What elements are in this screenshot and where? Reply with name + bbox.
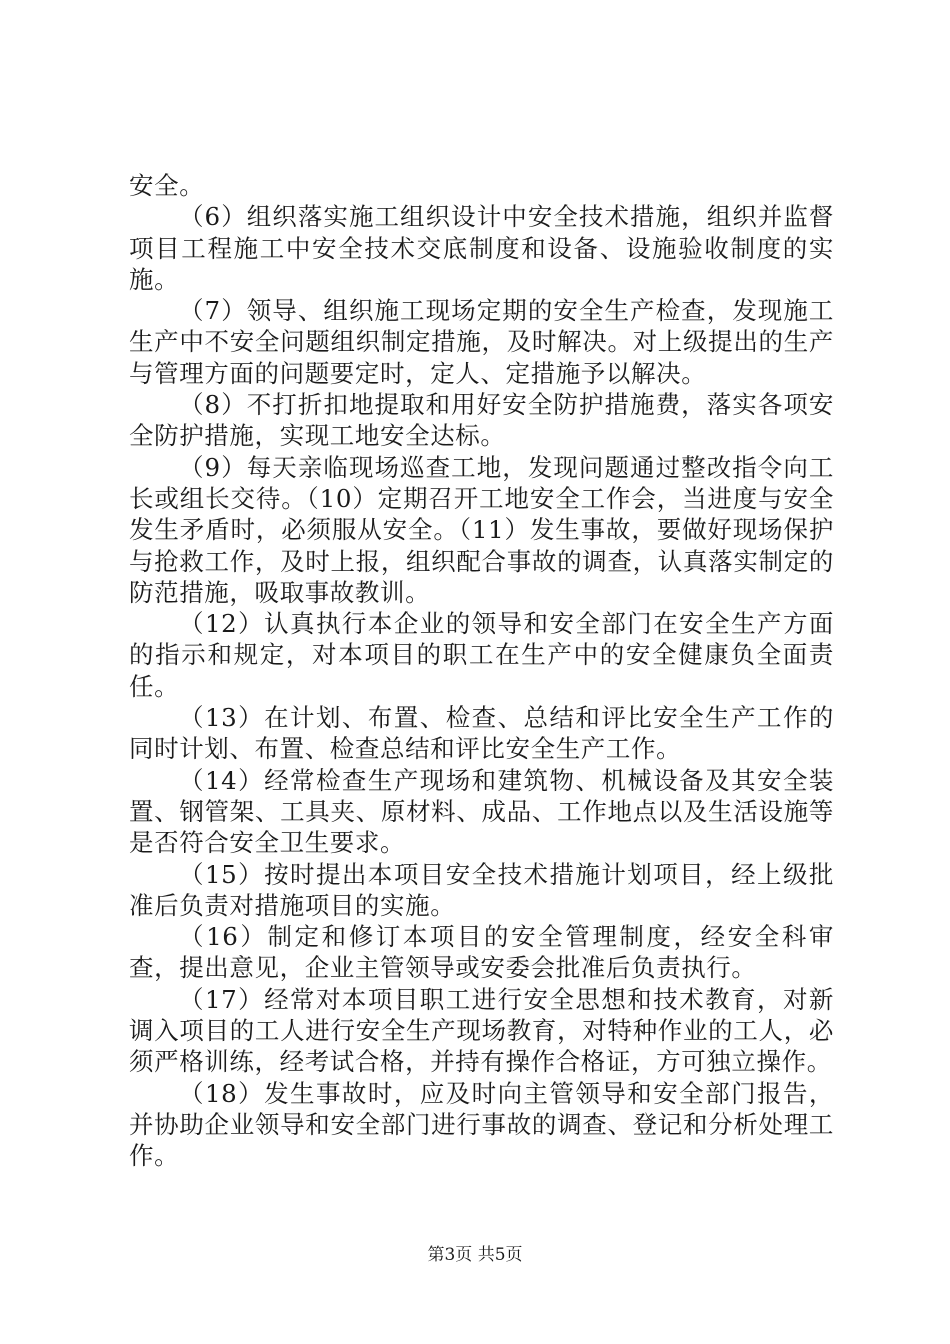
paragraph: （6）组织落实施工组织设计中安全技术措施，组织并监督项目工程施工中安全技术交底制度和设备、设施验收制度的实施。 xyxy=(129,202,834,294)
paragraph: （12）认真执行本企业的领导和安全部门在安全生产方面的指示和规定，对本项目的职工在生产中的安全健康负全面责任。 xyxy=(129,609,834,701)
paragraph: （7）领导、组织施工现场定期的安全生产检查，发现施工生产中不安全问题组织制定措施，及时解决。对上级提出的生产与管理方面的问题要定时，定人、定措施予以解决。 xyxy=(129,296,834,388)
paragraph: （18）发生事故时，应及时向主管领导和安全部门报告，并协助企业领导和安全部门进行事故的调查、登记和分析处理工作。 xyxy=(129,1078,834,1171)
paragraph: （14）经常检查生产现场和建筑物、机械设备及其安全装置、钢管架、工具夹、原材料、成品、工作地点以及生活设施等是否符合安全卫生要求。 xyxy=(129,765,834,858)
paragraph: 安全。 xyxy=(129,171,205,200)
paragraph: （15）按时提出本项目安全技术措施计划项目，经上级批准后负责对措施项目的实施。 xyxy=(129,859,834,920)
document-body xyxy=(129,170,834,1172)
paragraph: （17）经常对本项目职工进行安全思想和技术教育，对新调入项目的工人进行安全生产现场教育，对特种作业的工人，必须严格训练，经考试合格，并持有操作合格证，方可独立操作。 xyxy=(129,984,834,1077)
paragraph: （13）在计划、布置、检查、总结和评比安全生产工作的同时计划、布置、检查总结和评比安全生产工作。 xyxy=(129,703,834,764)
paragraph: （8）不打折扣地提取和用好安全防护措施费，落实各项安全防护措施，实现工地安全达标。 xyxy=(129,390,834,451)
paragraph: （16）制定和修订本项目的安全管理制度，经安全科审查，提出意见，企业主管领导或安委会批准后负责执行。 xyxy=(129,922,834,983)
paragraph: （9）每天亲临现场巡查工地，发现问题通过整改指令向工长或组长交待。（10）定期召开工地安全工作会，当进度与安全发生矛盾时，必须服从安全。（11）发生事故，要做好现场保护与抢救工作，及时上报，组织配合事故的调查，认真落实制定的防范措施，吸取事故教训。 xyxy=(129,452,834,607)
page-number-footer: 第3页 共5页 xyxy=(427,1245,523,1265)
